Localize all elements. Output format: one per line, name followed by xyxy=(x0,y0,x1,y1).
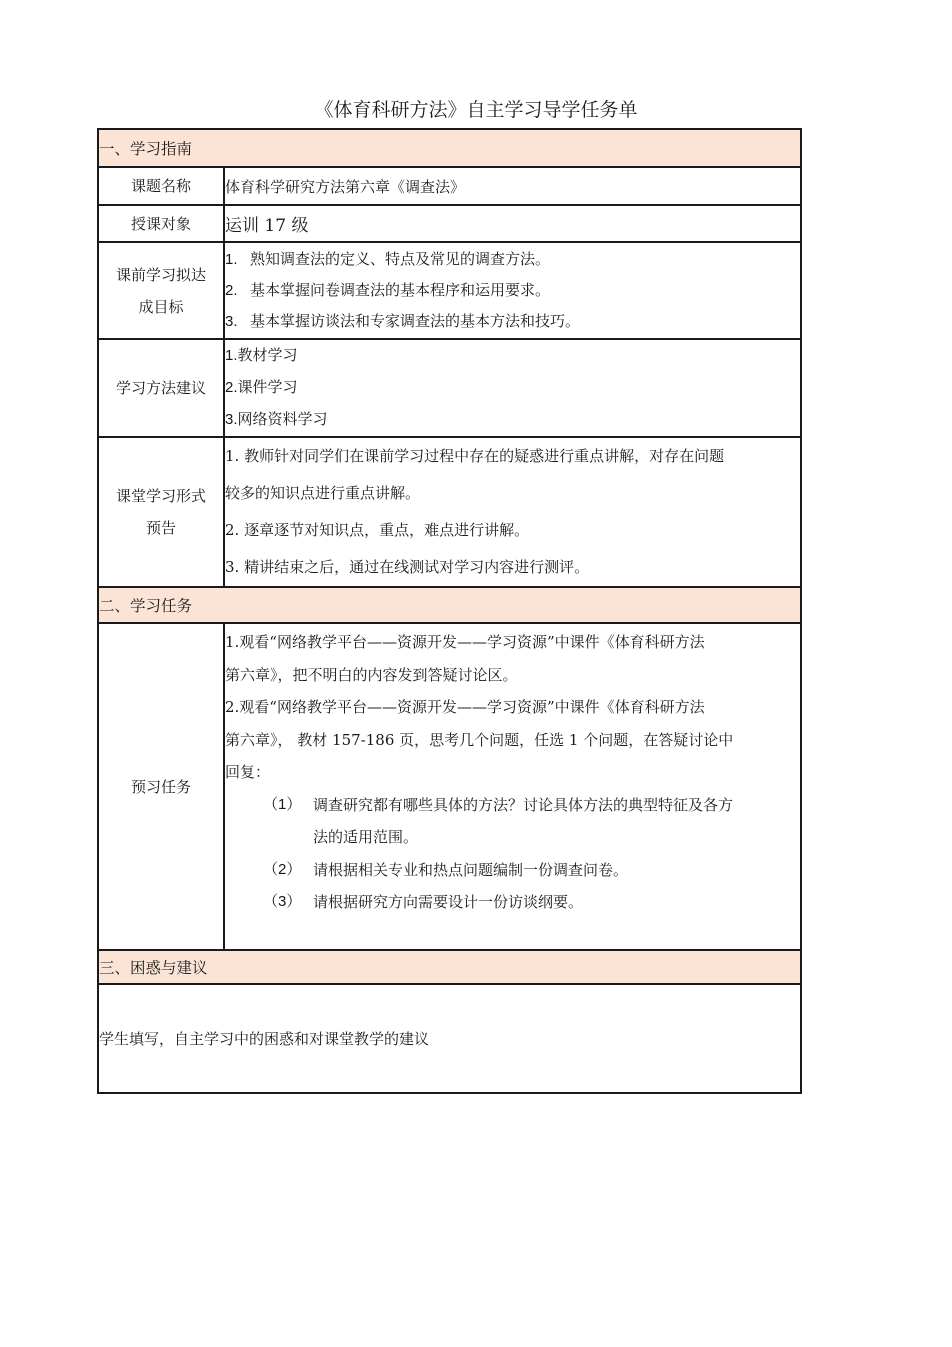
classroom-label-line1: 课堂学习形式 xyxy=(115,487,206,505)
guide-table xyxy=(97,128,802,1094)
audience-row xyxy=(98,205,801,242)
goal-text: 熟知调查法的定义、特点及常见的调查方法。 xyxy=(250,250,551,268)
goals-list xyxy=(224,242,801,339)
method-item: 3.网络资料学习 xyxy=(225,411,328,428)
document-title: 《体育科研方法》自主学习导学任务单 xyxy=(314,99,638,121)
section-header-tasks xyxy=(98,587,801,623)
classroom-label xyxy=(98,437,224,587)
feedback-placeholder[interactable]: 学生填写，自主学习中的困惑和对课堂教学的建议 xyxy=(98,984,801,1093)
preview-line: 第六章》， 教材 157-186 页，思考几个问题，任选 1 个问题，在答疑讨论中 xyxy=(225,730,734,749)
question-text: 请根据研究方向需要设计一份访谈纲要。 xyxy=(313,893,584,911)
preview-line: 回复： xyxy=(225,763,271,781)
question-text xyxy=(313,789,800,854)
question-number: （1） xyxy=(263,795,302,813)
classroom-line: 较多的知识点进行重点讲解。 xyxy=(225,484,421,502)
section-header-feedback xyxy=(98,950,801,984)
preview-line: 1.观看“网络教学平台——资源开发——学习资源”中课件《体育科研方法 xyxy=(225,633,705,651)
goals-label-line2: 成目标 xyxy=(138,297,184,316)
section-header-label: 一、学习指南 xyxy=(98,129,801,167)
goals-label-line1: 课前学习拟达 xyxy=(115,265,206,284)
classroom-text xyxy=(224,437,801,587)
topic-value: 体育科学研究方法第六章《调查法》 xyxy=(224,167,801,205)
feedback-row xyxy=(98,984,801,1093)
question-item xyxy=(225,854,800,887)
question-text: 请根据相关专业和热点问题编制一份调查问卷。 xyxy=(313,860,629,879)
goal-text: 基本掌握访谈法和专家调查法的基本方法和技巧。 xyxy=(250,312,581,330)
section-header-study-guide xyxy=(98,129,801,167)
preview-text xyxy=(224,623,801,950)
question-item xyxy=(225,886,800,919)
classroom-line: 1. 教师针对同学们在课前学习过程中存在的疑惑进行重点讲解，对存在问题 xyxy=(225,447,725,465)
classroom-line: 3. 精讲结束之后，通过在线测试对学习内容进行测评。 xyxy=(225,558,590,576)
preview-line: 2.观看“网络教学平台——资源开发——学习资源”中课件《体育科研方法 xyxy=(225,698,705,716)
question-number: （3） xyxy=(263,893,302,910)
question-item xyxy=(225,789,800,854)
goal-item xyxy=(225,244,800,275)
preview-row xyxy=(98,623,801,950)
goals-label xyxy=(98,242,224,339)
preview-label: 预习任务 xyxy=(98,623,224,950)
section-header-label: 二、学习任务 xyxy=(98,587,801,623)
goals-row xyxy=(98,242,801,339)
goal-text: 基本掌握问卷调查法的基本程序和运用要求。 xyxy=(250,281,551,299)
method-item: 2.课件学习 xyxy=(225,379,298,396)
methods-list xyxy=(224,339,801,437)
goal-number: 1. xyxy=(225,251,238,268)
audience-value: 运训 17 级 xyxy=(224,205,801,242)
audience-label: 授课对象 xyxy=(98,205,224,242)
preview-line: 第六章》，把不明白的内容发到答疑讨论区。 xyxy=(225,665,518,684)
question-number: （2） xyxy=(263,860,302,878)
question-line: 法的适用范围。 xyxy=(313,828,419,846)
topic-label: 课题名称 xyxy=(98,167,224,205)
goal-item xyxy=(225,275,800,306)
topic-row xyxy=(98,167,801,205)
question-line: 调查研究都有哪些具体的方法？讨论具体方法的典型特征及各方 xyxy=(313,795,734,814)
goal-item xyxy=(225,306,800,337)
classroom-line: 2. 逐章逐节对知识点，重点，难点进行讲解。 xyxy=(225,521,530,539)
classroom-row xyxy=(98,437,801,587)
methods-label: 学习方法建议 xyxy=(98,339,224,437)
section-header-label: 三、困惑与建议 xyxy=(98,950,801,984)
goal-number: 2. xyxy=(225,282,238,299)
methods-row xyxy=(98,339,801,437)
goal-number: 3. xyxy=(225,313,238,330)
classroom-label-line2: 预告 xyxy=(145,519,176,537)
method-item: 1.教材学习 xyxy=(225,347,298,364)
